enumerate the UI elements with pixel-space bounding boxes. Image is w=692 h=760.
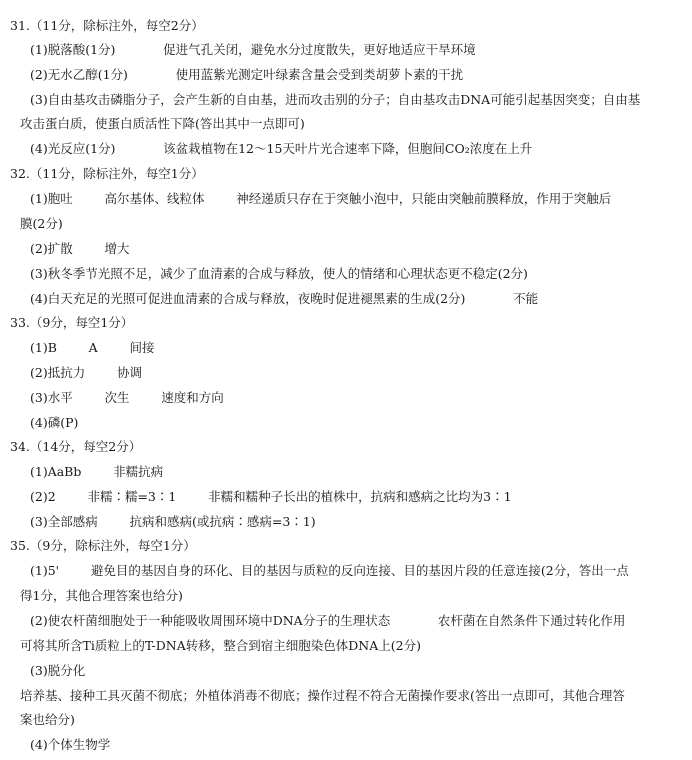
question-33-header: 33.（9分，每空1分）: [10, 315, 134, 330]
answer-35-2: (2)使农杆菌细胞处于一种能吸收周围环境中DNA分子的生理状态 农杆菌在自然条件下通过转化作用: [30, 613, 626, 628]
question-35-header: 35.（9分，除标注外，每空1分）: [10, 538, 196, 553]
answer-31-4: (4)光反应(1分) 该盆栽植物在12～15天叶片光合速率下降，但胞间CO₂浓度在上升: [30, 141, 533, 156]
answer-32-3: (3)秋冬季节光照不足，减少了血清素的合成与释放，使人的情绪和心理状态更不稳定(2分): [30, 266, 528, 281]
answer-32-2: (2)扩散 增大: [30, 241, 130, 256]
answer-32-1-cont: 膜(2分): [20, 216, 63, 231]
answer-34-3: (3)全部感病 抗病和感病(或抗病∶感病=3∶1): [30, 514, 316, 529]
answer-31-3: (3)自由基攻击磷脂分子，会产生新的自由基，进而攻击别的分子；自由基攻击DNA可能引起基因突变；自由基: [30, 92, 641, 107]
question-34-header: 34.（14分，每空2分）: [10, 439, 142, 454]
answer-35-1-cont: 得1分，其他合理答案也给分): [20, 588, 183, 603]
answer-32-4: (4)白天充足的光照可促进血清素的合成与释放，夜晚时促进褪黑素的生成(2分) 不能: [30, 291, 539, 306]
answer-32-1: (1)胞吐 高尔基体、线粒体 神经递质只存在于突触小泡中，只能由突触前膜释放，作用于突触后: [30, 191, 612, 206]
answer-35-3-detail: 培养基、接种工具灭菌不彻底；外植体消毒不彻底；操作过程不符合无菌操作要求(答出一点即可，其他合理答: [20, 688, 625, 703]
answer-34-1: (1)AaBb 非糯抗病: [30, 464, 164, 479]
answer-31-2: (2)无水乙醇(1分) 使用蓝紫光测定叶绿素含量会受到类胡萝卜素的干扰: [30, 67, 464, 82]
answer-33-1: (1)B A 间接: [30, 340, 155, 355]
answer-35-3-detail-cont: 案也给分): [20, 712, 75, 727]
answer-33-4: (4)磷(P): [30, 415, 79, 430]
answer-35-1: (1)5' 避免目的基因自身的环化、目的基因与质粒的反向连接、目的基因片段的任意连接(2分，答出一点: [30, 563, 629, 578]
answer-35-2-cont: 可将其所含Ti质粒上的T-DNA转移，整合到宿主细胞染色体DNA上(2分): [20, 638, 421, 653]
answer-33-2: (2)抵抗力 协调: [30, 365, 142, 380]
answer-35-4: (4)个体生物学: [30, 737, 111, 752]
question-31-header: 31.（11分，除标注外，每空2分）: [10, 18, 204, 33]
answer-31-3-cont: 攻击蛋白质，使蛋白质活性下降(答出其中一点即可): [20, 116, 305, 131]
answer-34-2: (2)2 非糯∶糯=3∶1 非糯和糯种子长出的植株中，抗病和感病之比均为3∶1: [30, 489, 512, 504]
question-32-header: 32.（11分，除标注外，每空1分）: [10, 166, 204, 181]
answer-31-1: (1)脱落酸(1分) 促进气孔关闭，避免水分过度散失，更好地适应干旱环境: [30, 42, 476, 57]
answer-35-3: (3)脱分化: [30, 663, 86, 678]
answer-33-3: (3)水平 次生 速度和方向: [30, 390, 224, 405]
